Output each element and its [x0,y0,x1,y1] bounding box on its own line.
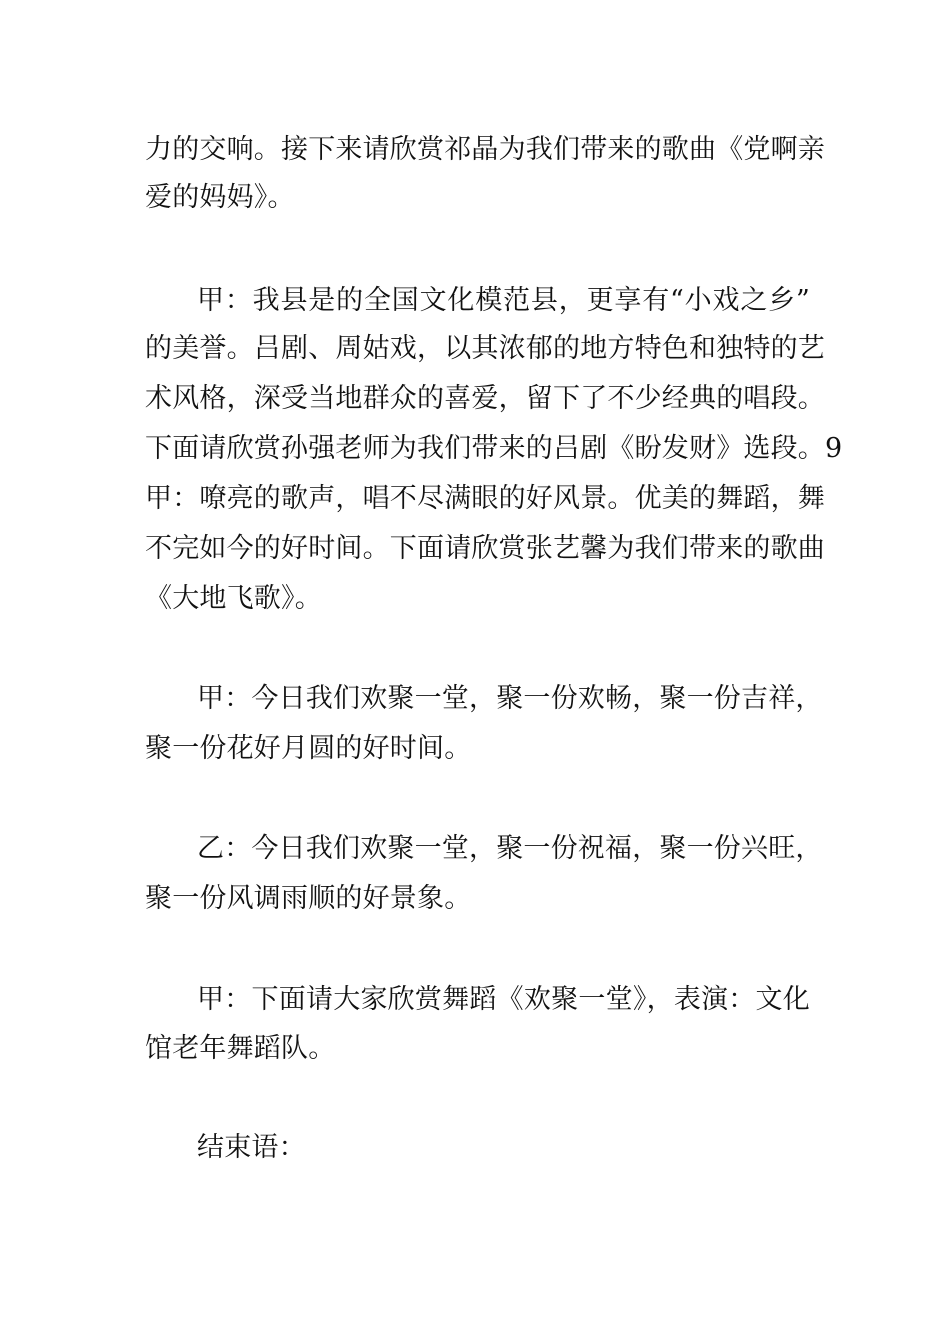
paragraph-1-line-2: 爱的妈妈》。 [145,182,295,213]
paragraph-5-line-1: 甲：下面请大家欣赏舞蹈《欢聚一堂》，表演：文化 [197,984,810,1015]
paragraph-2-line-1: 甲：我县是的全国文化模范县，更享有“小戏之乡” [197,285,810,316]
paragraph-4-line-1: 乙：今日我们欢聚一堂，聚一份祝福，聚一份兴旺， [197,833,823,864]
paragraph-3-line-2: 聚一份花好月圆的好时间。 [145,733,472,764]
paragraph-4-line-2: 聚一份风调雨顺的好景象。 [145,883,472,914]
paragraph-2-line-5: 甲：嘹亮的歌声，唱不尽满眼的好风景。优美的舞蹈，舞 [145,483,825,514]
paragraph-2-line-2: 的美誉。吕剧、周姑戏，以其浓郁的地方特色和独特的艺 [145,333,825,364]
paragraph-3-line-1: 甲：今日我们欢聚一堂，聚一份欢畅，聚一份吉祥， [197,683,823,714]
paragraph-1-line-1: 力的交响。接下来请欣赏祁晶为我们带来的歌曲《党啊亲 [145,134,825,165]
paragraph-5-line-2: 馆老年舞蹈队。 [145,1033,336,1064]
paragraph-2-line-4: 下面请欣赏孙强老师为我们带来的吕剧《盼发财》选段。9 [145,433,843,464]
paragraph-2-line-6: 不完如今的好时间。下面请欣赏张艺馨为我们带来的歌曲 [145,533,825,564]
paragraph-2-line-7: 《大地飞歌》。 [145,583,322,614]
closing-heading: 结束语： [197,1132,306,1163]
paragraph-2-line-3: 术风格，深受当地群众的喜爱，留下了不少经典的唱段。 [145,383,825,414]
